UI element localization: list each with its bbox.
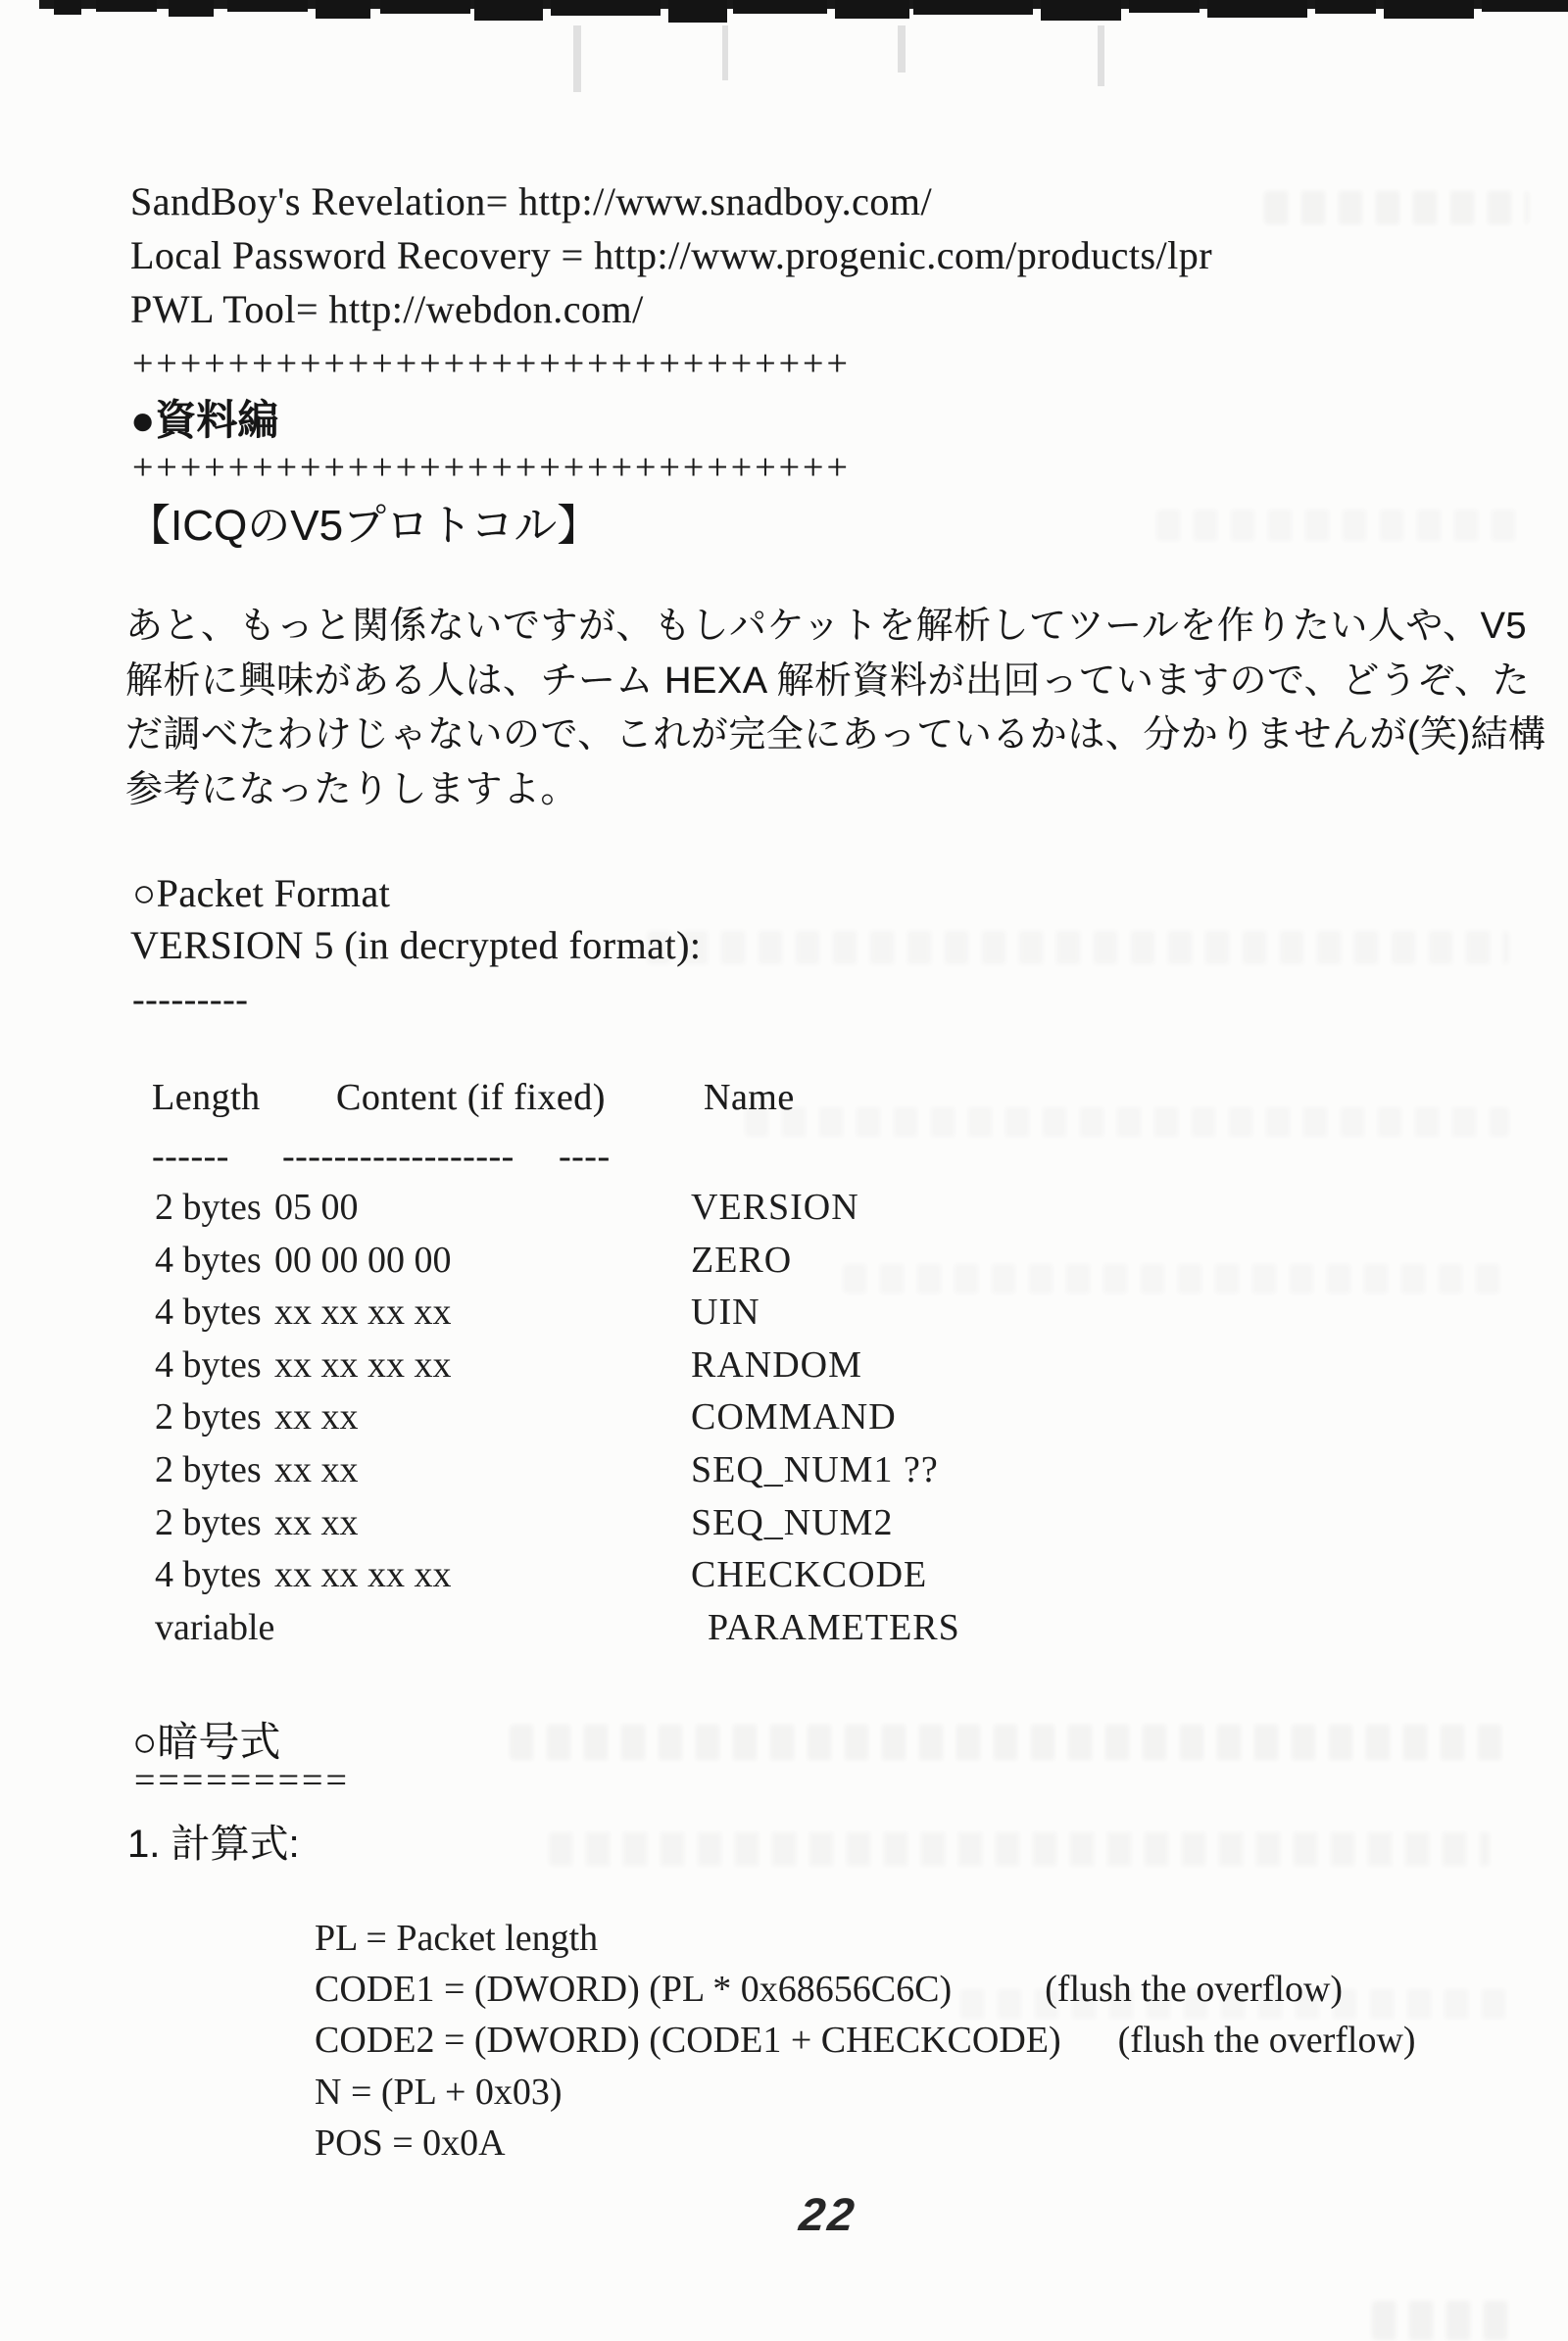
cell-length: 4 bytes: [155, 1554, 262, 1596]
packet-format-table: [0, 1186, 1568, 1658]
bleed-through-artifact: [745, 1107, 1509, 1137]
cell-name: COMMAND: [691, 1396, 897, 1439]
article-title: 【ICQのV5プロトコル】: [127, 502, 601, 550]
bleed-through-artifact: [1372, 2301, 1509, 2340]
equals-divider: =========: [134, 1760, 350, 1801]
scan-streak-artifact: [722, 25, 728, 80]
cell-name: SEQ_NUM2: [691, 1501, 894, 1543]
table-row: [0, 1291, 1568, 1343]
dash-divider: ---------: [132, 979, 249, 1020]
intro-paragraph: [125, 600, 1556, 817]
cipher-item-label: 1. 計算式:: [127, 1823, 300, 1866]
page-number: 22: [797, 2188, 860, 2240]
cell-content: xx xx: [274, 1396, 359, 1439]
table-row: [0, 1606, 1568, 1659]
bleed-through-artifact: [549, 1832, 1490, 1866]
cell-name: SEQ_NUM1 ??: [691, 1448, 939, 1490]
cell-name: CHECKCODE: [691, 1554, 928, 1596]
formula-expression: POS = 0x0A: [315, 2122, 506, 2164]
table-header-content: Content (if fixed): [336, 1077, 606, 1118]
cell-name: RANDOM: [691, 1343, 862, 1386]
table-underline-name: ----: [559, 1136, 611, 1177]
cell-length: 2 bytes: [155, 1448, 262, 1490]
table-header-length: Length: [152, 1077, 261, 1118]
cell-content: xx xx xx xx: [274, 1554, 452, 1596]
intro-line: だ調べたわけじゃないので、これが完全にあっているかは、分かりませんが(笑)結構: [125, 714, 1546, 756]
table-row: [0, 1448, 1568, 1501]
bleed-through-artifact: [510, 1725, 1509, 1760]
resource-line-sandboy: SandBoy's Revelation= http://www.snadboy.com/: [130, 179, 933, 223]
formula-note: (flush the overflow): [1117, 2020, 1416, 2062]
table-row: [0, 1343, 1568, 1396]
plus-divider-bottom: ++++++++++++++++++++++++++++++: [132, 447, 851, 488]
table-row: [0, 1553, 1568, 1606]
intro-line: 参考になったりしますよ。: [125, 768, 579, 810]
section-heading: ●資料編: [130, 397, 279, 443]
formula-expression: N = (PL + 0x03): [315, 2071, 563, 2113]
cell-name: PARAMETERS: [708, 1606, 960, 1648]
cell-length: 4 bytes: [155, 1343, 262, 1386]
formula-line: [259, 1874, 1416, 1959]
packet-format-subheading: VERSION 5 (in decrypted format):: [130, 923, 702, 967]
table-underline-length: ------: [152, 1136, 229, 1177]
intro-line: あと、もっと関係ないですが、もしパケットを解析してツールを作りたい人や、V5: [125, 606, 1528, 647]
table-row: [0, 1186, 1568, 1239]
formula-expression: CODE1 = (DWORD) (PL * 0x68656C6C): [315, 1969, 953, 2011]
table-row: [0, 1395, 1568, 1448]
cell-content: xx xx: [274, 1448, 359, 1490]
table-header-name: Name: [704, 1077, 795, 1118]
cipher-heading: ○暗号式: [132, 1719, 281, 1765]
table-row: [0, 1501, 1568, 1554]
bleed-through-artifact: [647, 931, 1509, 964]
cell-content: 05 00: [274, 1187, 359, 1228]
scan-streak-artifact: [573, 25, 581, 92]
cell-content: xx xx xx xx: [274, 1343, 452, 1386]
resource-line-lpr: Local Password Recovery = http://www.progenic.com/products/lpr: [130, 233, 1213, 277]
cell-content: xx xx: [274, 1501, 359, 1543]
scan-streak-artifact: [1098, 25, 1104, 86]
cell-length: 2 bytes: [155, 1396, 262, 1439]
cell-name: VERSION: [691, 1187, 859, 1228]
scan-streak-artifact: [898, 25, 906, 73]
bleed-through-artifact: [1264, 191, 1529, 224]
cell-content: xx xx xx xx: [274, 1292, 452, 1334]
cell-name: ZERO: [691, 1239, 793, 1281]
resource-line-pwl: PWL Tool= http://webdon.com/: [130, 287, 644, 331]
packet-format-heading: ○Packet Format: [132, 871, 391, 915]
cell-length: 4 bytes: [155, 1239, 262, 1281]
cipher-formula-list: [259, 1874, 1416, 2164]
bleed-through-artifact: [1156, 510, 1529, 541]
cell-length: 2 bytes: [155, 1187, 262, 1228]
formula-note: (flush the overflow): [1045, 1969, 1344, 2011]
formula-expression: CODE2 = (DWORD) (CODE1 + CHECKCODE): [315, 2020, 1061, 2062]
plus-divider-top: ++++++++++++++++++++++++++++++: [132, 343, 851, 384]
cell-content: 00 00 00 00: [274, 1239, 452, 1281]
cell-length: 2 bytes: [155, 1501, 262, 1543]
formula-expression: PL = Packet length: [315, 1918, 599, 1959]
table-row: [0, 1239, 1568, 1292]
cell-length: variable: [155, 1606, 275, 1648]
cell-length: 4 bytes: [155, 1292, 262, 1334]
scan-edge-artifact: [0, 0, 1568, 29]
table-underline-content: ------------------: [282, 1136, 514, 1177]
cell-name: UIN: [691, 1292, 760, 1334]
intro-line: 解析に興味がある人は、チーム HEXA 解析資料が出回っていますので、どうぞ、た: [125, 659, 1530, 702]
